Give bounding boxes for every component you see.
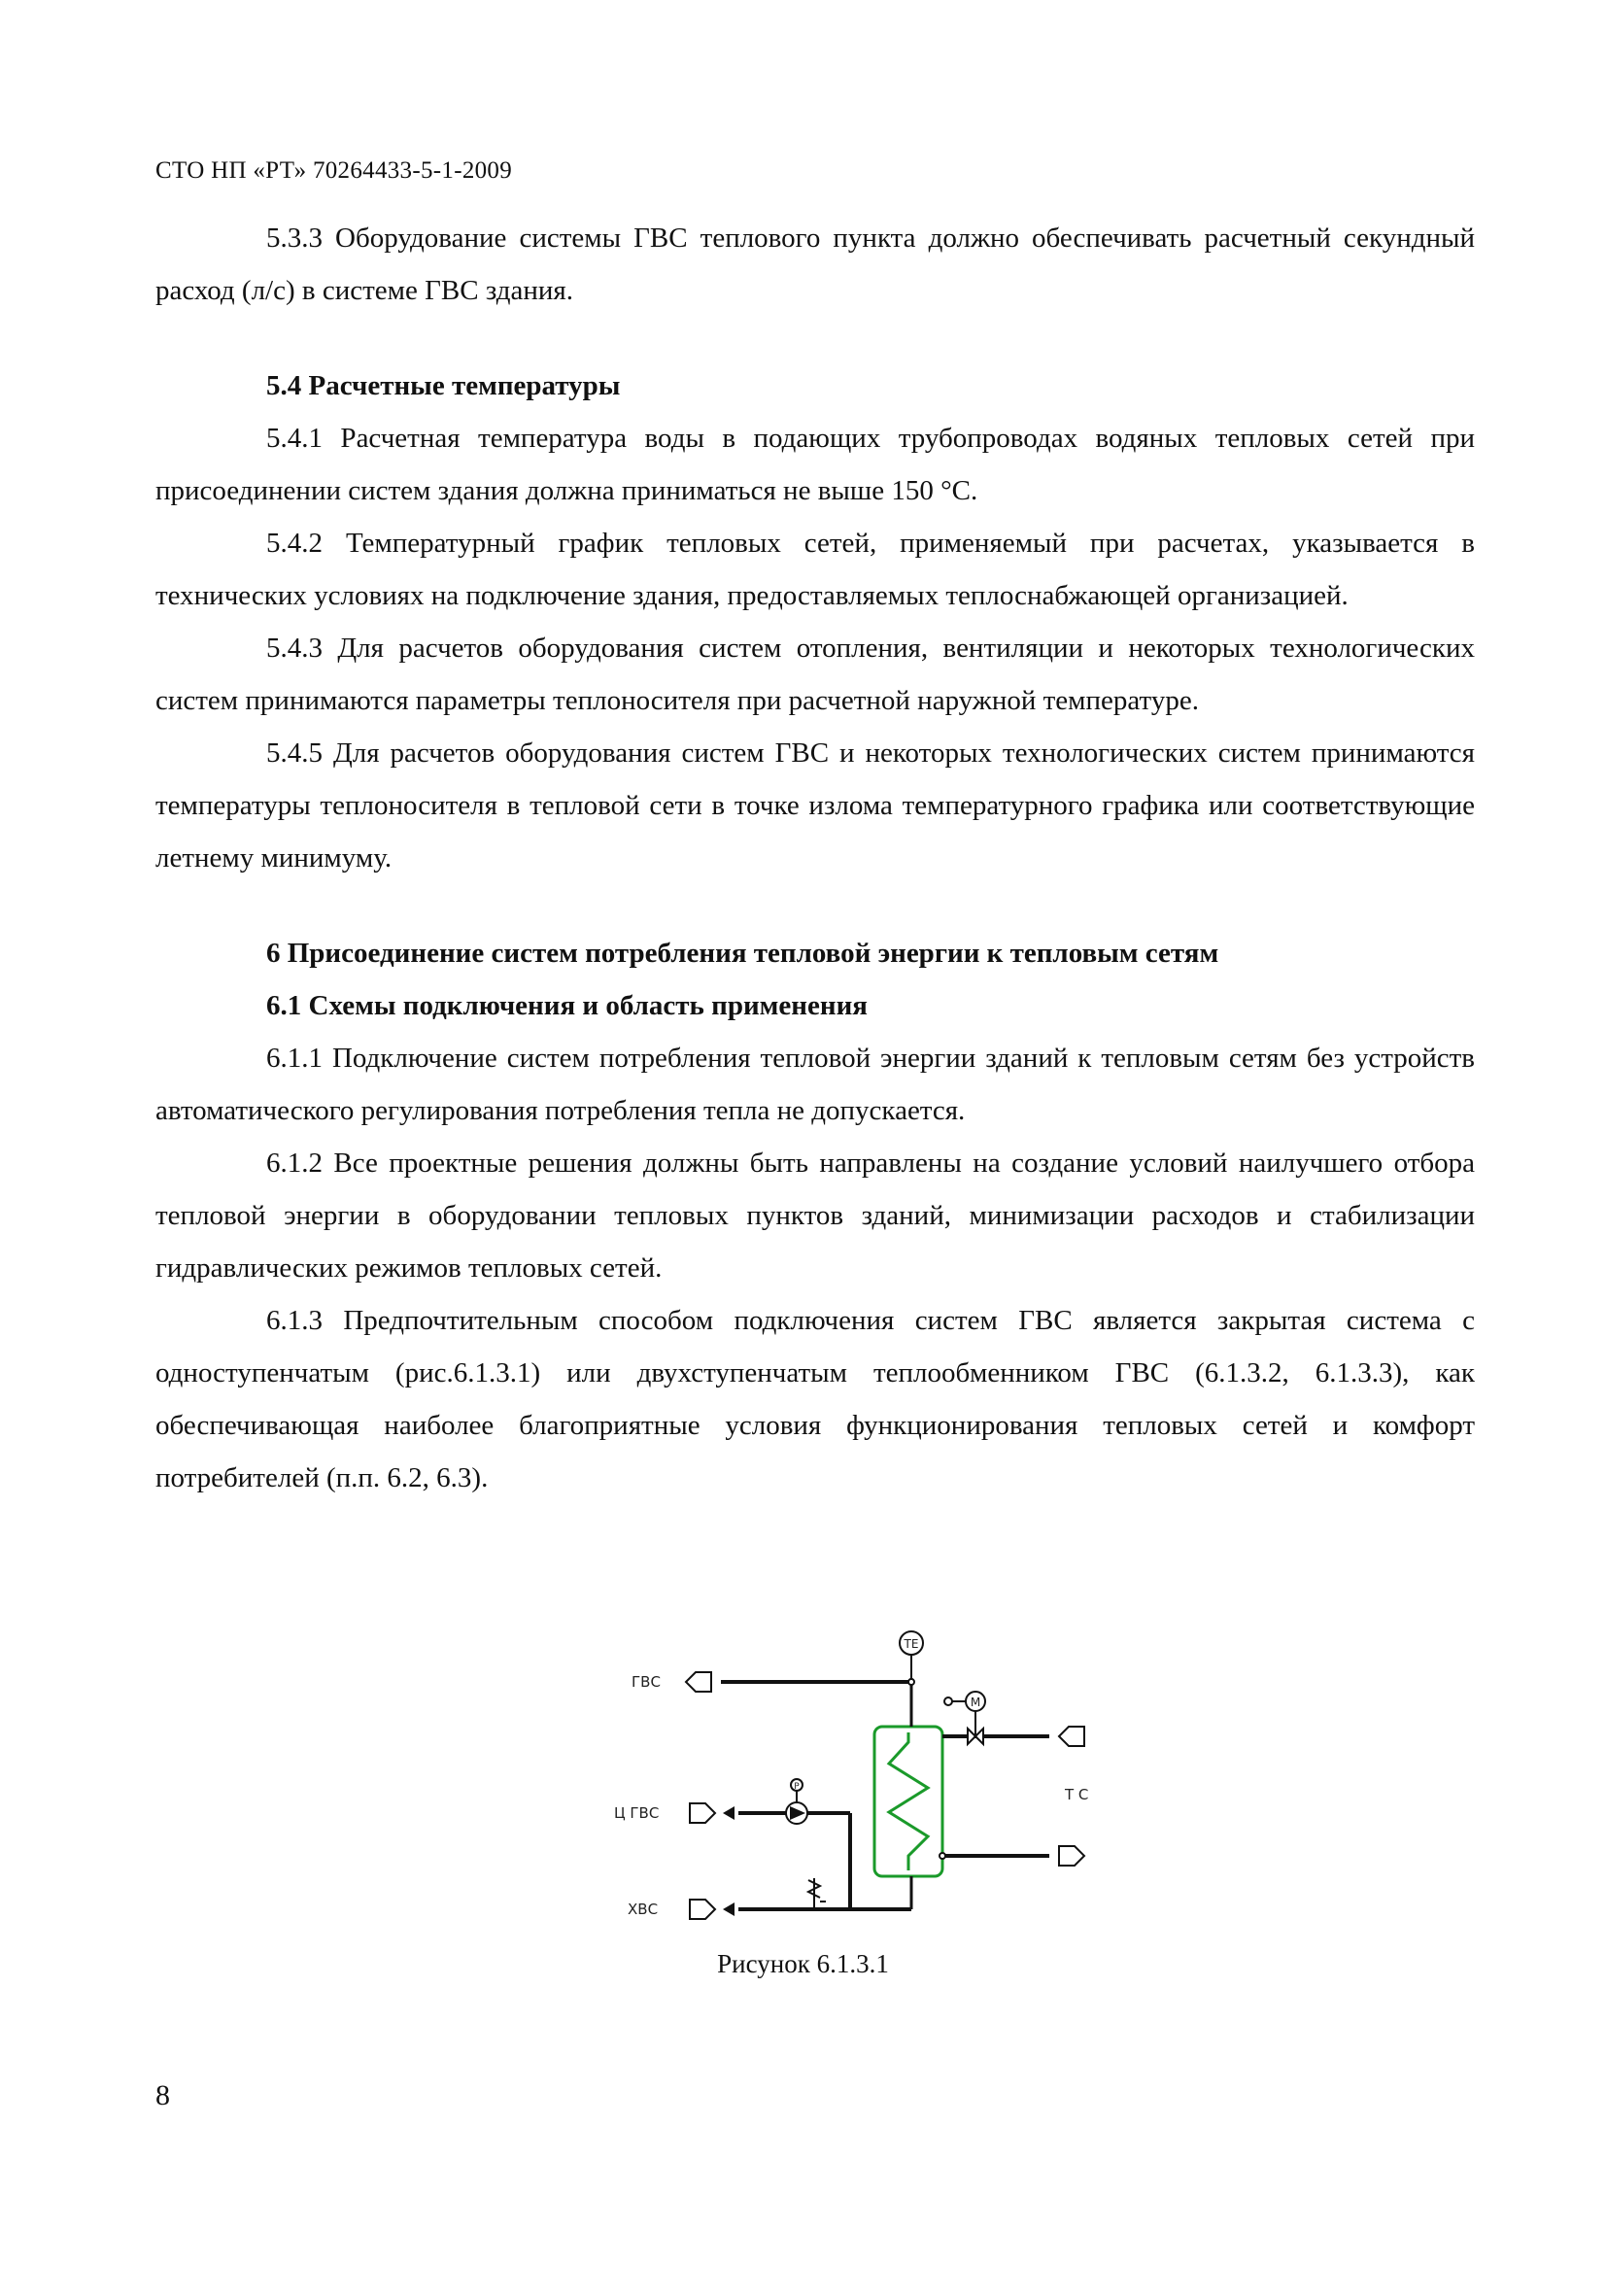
figure-6-1-3-1 bbox=[602, 1618, 1146, 1968]
paragraph-6-1-1: 6.1.1 Подключение систем потребления тепловой энергии зданий к тепловым сетям без устройств автоматического регулирования потребления тепла не допускается. bbox=[155, 1043, 1475, 1126]
cgvs-label: Ц ГВС bbox=[614, 1804, 660, 1822]
heading-5-4: 5.4 Расчетные температуры bbox=[266, 370, 621, 401]
paragraph-5-4-3: 5.4.3 Для расчетов оборудования систем отопления, вентиляции и некоторых технологических систем принимаются параметры теплоносителя при расчетной наружной температуре. bbox=[155, 633, 1475, 716]
paragraph-6-1-3: 6.1.3 Предпочтительным способом подключения систем ГВС является закрытая система с одноступенчатым (рис.6.1.3.1) или двухступенчатым теплообменником ГВС (6.1.3.2, 6.1.3.3), как обеспечивающая наиболее благоприятные условия функционирования тепловых сетей и комфорт потребителей (п.п. 6.2, 6.3). bbox=[155, 1305, 1475, 1493]
gvs-arrow-icon bbox=[686, 1672, 711, 1692]
ts-in-arrow-icon bbox=[1059, 1727, 1084, 1746]
page-number: 8 bbox=[155, 2079, 170, 2111]
paragraph-5-4-2: 5.4.2 Температурный график тепловых сетей, применяемый при расчетах, указывается в технических условиях на подключение здания, предоставляемых теплоснабжающей организацией. bbox=[155, 528, 1475, 611]
document-header: СТО НП «РТ» 70264433-5-1-2009 bbox=[155, 157, 513, 184]
paragraph-6-1-2: 6.1.2 Все проектные решения должны быть направлены на создание условий наилучшего отбора тепловой энергии в оборудовании тепловых пунктов зданий, минимизации расходов и стабилизации гидравлических режимов тепловых сетей. bbox=[155, 1148, 1475, 1284]
m-label: M bbox=[970, 1696, 981, 1709]
te-label: TE bbox=[904, 1637, 919, 1651]
hvs-arrow-icon bbox=[690, 1900, 715, 1919]
gvs-label: ГВС bbox=[632, 1673, 661, 1691]
heating-scheme-diagram bbox=[602, 1618, 1146, 1968]
heading-6: 6 Присоединение систем потребления тепловой энергии к тепловым сетям bbox=[266, 938, 1219, 969]
document-body bbox=[155, 212, 1475, 1504]
paragraph-5-3-3: 5.3.3 Оборудование системы ГВС теплового пункта должно обеспечивать расчетный секундный расход (л/с) в системе ГВС здания. bbox=[155, 223, 1475, 306]
cgvs-arrow-icon bbox=[690, 1803, 715, 1823]
paragraph-5-4-5: 5.4.5 Для расчетов оборудования систем ГВС и некоторых технологических систем принимаются температуры теплоносителя в тепловой сети в точке излома температурного графика или соответствующие летнему минимуму. bbox=[155, 737, 1475, 874]
heat-exchanger-coil bbox=[889, 1732, 928, 1870]
hvs-check-valve-icon bbox=[723, 1902, 735, 1916]
paragraph-5-4-1: 5.4.1 Расчетная температура воды в подающих трубопроводах водяных тепловых сетей при присоединении систем здания должна приниматься не выше 150 °С. bbox=[155, 423, 1475, 506]
ts-label: Т С bbox=[1065, 1786, 1089, 1803]
ts-out-arrow-icon bbox=[1059, 1846, 1084, 1866]
hvs-label: ХВС bbox=[628, 1901, 659, 1918]
check-valve-icon bbox=[723, 1806, 735, 1820]
heading-6-1: 6.1 Схемы подключения и область применения bbox=[266, 990, 868, 1021]
p-label: P bbox=[794, 1782, 800, 1792]
figure-caption: Рисунок 6.1.3.1 bbox=[717, 1949, 889, 1978]
